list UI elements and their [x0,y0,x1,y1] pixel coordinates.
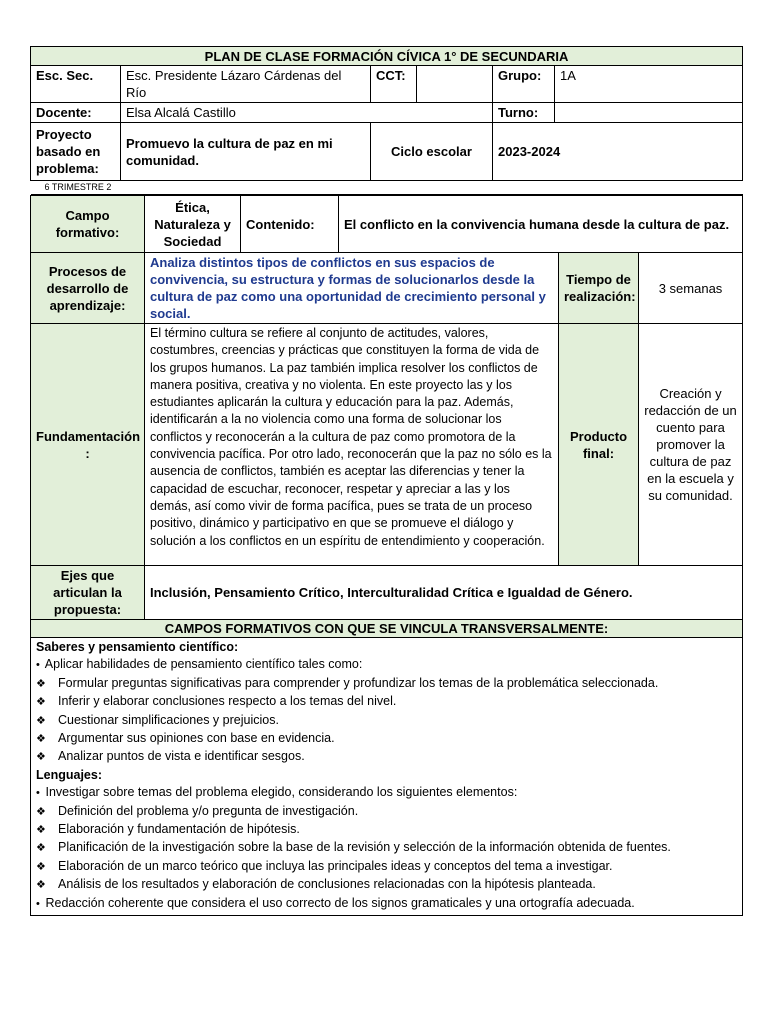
diamond-bullet-icon: ❖ [36,805,46,818]
docente-value: Elsa Alcalá Castillo [121,103,493,123]
turno-value [555,103,743,123]
list-item: • Aplicar habilidades de pensamiento científico tales como: [36,656,737,674]
lenguajes-heading: Lenguajes: [36,767,102,782]
diamond-bullet-icon: ❖ [36,733,46,746]
list-item: ❖ Elaboración y fundamentación de hipótesis. [36,821,737,839]
contenido-label: Contenido: [241,196,339,253]
cct-label: CCT: [371,66,417,103]
ejes-value: Inclusión, Pensamiento Crítico, Interculturalidad Crítica e Igualdad de Género. [145,566,743,620]
fundamentacion-value: El término cultura se refiere al conjunto de actitudes, valores, costumbres, creencias y prácticas que constituyen la forma de vida de los grupos humanos. La paz también implica resolver los conflictos de manera positiva, creativa y no violenta. En este proyecto las y los estudiantes aplicarán la cultura y educación para la paz. Además, identificarán a la no violencia como una forma de solucionar los conflictos y reconocerán a la cultura de paz como promotora de la convivencia pacífica. Por otro lado, reconocerán que la paz no sólo es la ausencia de conflictos, también es aceptar las diferencias y tener la capacidad de escuchar, reconocer, respetar y apreciar a las y los demás, así como vivir de forma pacífica, pues se trata de un proceso positivo, dinámico y participativo en que se promueve el diálogo y solución a los conflictos en un espíritu de entendimiento y cooperación. [145,324,559,566]
saberes-heading: Saberes y pensamiento científico: [36,640,239,654]
diamond-bullet-icon: ❖ [36,879,46,892]
list-item: ❖ Argumentar sus opiniones con base en evidencia. [36,730,737,748]
list-item: ❖ Planificación de la investigación sobre la base de la revisión y selección de la información obtenida de fuentes. [36,839,737,857]
plan-table [30,195,743,916]
list-item: • Redacción coherente que considera el uso correcto de los signos gramaticales y una ortografía adecuada. [36,895,737,913]
list-item: ❖ Elaboración de un marco teórico que incluya las principales ideas y conceptos del tema a investigar. [36,858,737,876]
list-item: ❖ Formular preguntas significativas para comprender y profundizar los temas de la problemática seleccionada. [36,675,737,693]
bullet-icon: • [36,659,40,672]
procesos-label: Procesos de desarrollo de aprendizaje: [31,253,145,324]
ciclo-label: Ciclo escolar [371,123,493,181]
fundamentacion-label: Fundamentación : [31,324,145,566]
header-table [30,46,743,195]
esc-label: Esc. Sec. [31,66,121,103]
producto-value: Creación y redacción de un cuento para promover la cultura de paz en la escuela y su comunidad. [639,324,743,566]
list-item: ❖ Cuestionar simplificaciones y prejuicios. [36,712,737,730]
plan-title: PLAN DE CLASE FORMACIÓN CÍVICA 1° DE SECUNDARIA [31,47,743,66]
list-item: ❖ Analizar puntos de vista e identificar sesgos. [36,748,737,766]
diamond-bullet-icon: ❖ [36,714,46,727]
contenido-value: El conflicto en la convivencia humana desde la cultura de paz. [339,196,743,253]
bullet-icon: • [36,897,40,910]
list-item: ❖ Inferir y elaborar conclusiones respecto a los temas del nivel. [36,693,737,711]
diamond-bullet-icon: ❖ [36,860,46,873]
proyecto-value: Promuevo la cultura de paz en mi comunidad. [121,123,371,181]
campos-body [31,638,743,916]
list-item: ❖ Definición del problema y/o pregunta de investigación. [36,803,737,821]
diamond-bullet-icon: ❖ [36,842,46,855]
campos-title: CAMPOS FORMATIVOS CON QUE SE VINCULA TRANSVERSALMENTE: [31,620,743,638]
grupo-value: 1A [555,66,743,103]
campo-value: Ética, Naturaleza y Sociedad [145,196,241,253]
trimestre-note: 6 TRIMESTRE 2 [31,181,743,195]
diamond-bullet-icon: ❖ [36,751,46,764]
procesos-value: Analiza distintos tipos de conflictos en sus espacios de convivencia, su estructura y formas de solucionarlos desde la cultura de paz como una oportunidad de crecimiento personal y social. [145,253,559,324]
list-item: • Investigar sobre temas del problema elegido, considerando los siguientes elementos: [36,784,737,802]
proyecto-label: Proyecto basado en problema: [31,123,121,181]
campo-label: Campo formativo: [31,196,145,253]
tiempo-label: Tiempo de realización: [559,253,639,324]
ciclo-value: 2023-2024 [493,123,743,181]
tiempo-value: 3 semanas [639,253,743,324]
ejes-label: Ejes que articulan la propuesta: [31,566,145,620]
docente-label: Docente: [31,103,121,123]
grupo-label: Grupo: [493,66,555,103]
esc-value: Esc. Presidente Lázaro Cárdenas del Río [121,66,371,103]
campos-list [36,639,737,913]
diamond-bullet-icon: ❖ [36,696,46,709]
cct-value [417,66,493,103]
producto-label: Producto final: [559,324,639,566]
diamond-bullet-icon: ❖ [36,677,46,690]
turno-label: Turno: [493,103,555,123]
diamond-bullet-icon: ❖ [36,824,46,837]
lesson-plan-document [30,46,742,916]
list-item: ❖ Análisis de los resultados y elaboración de conclusiones relacionadas con la hipótesis planteada. [36,876,737,894]
bullet-icon: • [36,787,40,800]
